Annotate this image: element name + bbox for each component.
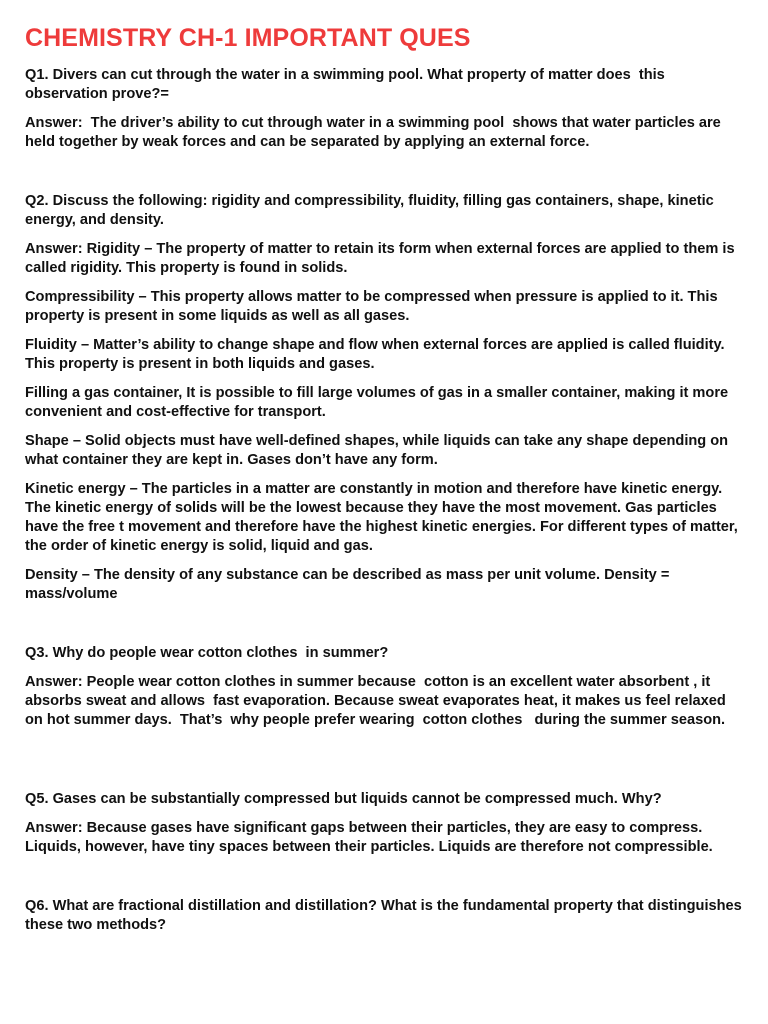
section-spacer <box>25 740 745 790</box>
q2-answer-shape: Shape – Solid objects must have well-defined shapes, while liquids can take any shape depending on what container they are kept in. Gases don’t have any form. <box>25 433 733 468</box>
q2-answer-compressibility: Compressibility – This property allows matter to be compressed when pressure is applied to it. This property is present in some liquids as well as all gases. <box>25 289 722 324</box>
q3-answer: Answer: People wear cotton clothes in summer because cotton is an excellent water absorbent , it absorbs sweat and allows fast evaporation. Because sweat evaporates heat, it makes us feel relaxed on hot summer days. That’s why people prefer wearing cotton clothes during the summer season. <box>25 674 730 728</box>
q2-question: Q2. Discuss the following: rigidity and compressibility, fluidity, filling gas containers, shape, kinetic energy, and density. <box>25 193 718 228</box>
q1-answer: Answer: The driver’s ability to cut through water in a swimming pool shows that water particles are held together by weak forces and can be separated by applying an external force. <box>25 115 725 150</box>
q5-question: Q5. Gases can be substantially compressed but liquids cannot be compressed much. Why? <box>25 791 662 807</box>
q5-answer: Answer: Because gases have significant gaps between their particles, they are easy to compress. Liquids, however, have tiny spaces between their particles. Liquids are therefore not compressible. <box>25 820 713 855</box>
q2-answer-kinetic-energy: Kinetic energy – The particles in a matter are constantly in motion and therefore have kinetic energy. The kinetic energy of solids will be the lowest because they have the most movement. Gas particles have the free t movement and therefore have the highest kinetic energies. For different types of matter, the order of kinetic energy is solid, liquid and gas. <box>25 481 742 554</box>
q1-question: Q1. Divers can cut through the water in a swimming pool. What property of matter does this observation prove?= <box>25 67 669 102</box>
section-spacer <box>25 867 745 897</box>
q3-question: Q3. Why do people wear cotton clothes in summer? <box>25 645 389 661</box>
page-title: CHEMISTRY CH-1 IMPORTANT QUES <box>25 24 471 52</box>
section-spacer <box>25 162 745 192</box>
q2-answer-density: Density – The density of any substance can be described as mass per unit volume. Density = mass/volume <box>25 567 674 602</box>
section-spacer <box>25 614 745 644</box>
q2-answer-fluidity: Fluidity – Matter’s ability to change shape and flow when external forces are applied is called fluidity. This property is present in both liquids and gases. <box>25 337 729 372</box>
document-page <box>25 22 745 945</box>
q2-answer-rigidity: Answer: Rigidity – The property of matter to retain its form when external forces are applied to them is called rigidity. This property is found in solids. <box>25 241 739 276</box>
q6-question: Q6. What are fractional distillation and distillation? What is the fundamental property that distinguishes these two methods? <box>25 898 746 933</box>
q2-answer-gas-container: Filling a gas container, It is possible to fill large volumes of gas in a smaller container, making it more convenient and cost-effective for transport. <box>25 385 733 420</box>
